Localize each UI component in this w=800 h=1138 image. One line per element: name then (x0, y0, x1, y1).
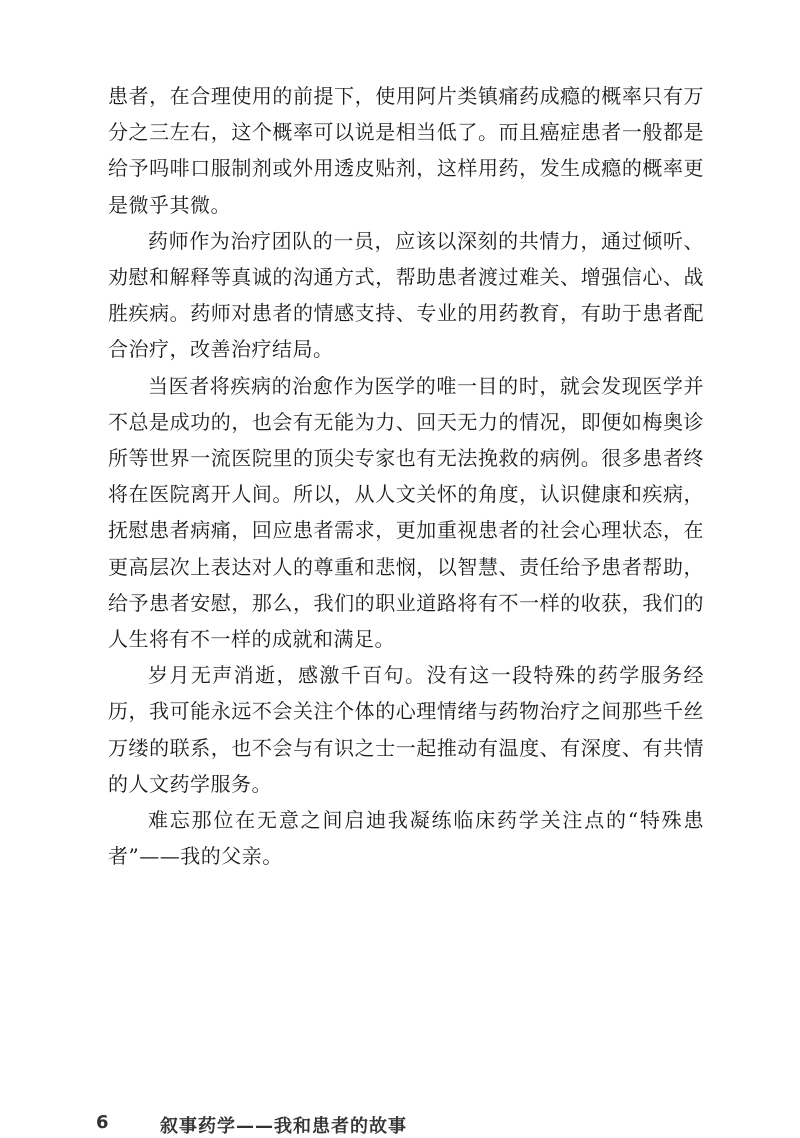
paragraph: 难忘那位在无意之间启迪我凝练临床药学关注点的“特殊患者”——我的父亲。 (108, 808, 704, 869)
paragraph: 当医者将疾病的治愈作为医学的唯一目的时，就会发现医学并不总是成功的，也会有无能为力、回天无力的情况，即便如梅奥诊所等世界一流医院里的顶尖专家也有无法挽救的病例。很多患者终将在医院离开人间。所以，从人文关怀的角度，认识健康和疾病，抚慰患者病痛，回应患者需求，更加重视患者的社会心理状态，在更高层次上表达对人的尊重和悲悯，以智慧、责任给予患者帮助，给予患者安慰，那么，我们的职业道路将有不一样的收获，我们的人生将有不一样的成就和满足。 (108, 373, 704, 652)
paragraph: 药师作为治疗团队的一员，应该以深刻的共情力，通过倾听、劝慰和解释等真诚的沟通方式，帮助患者渡过难关、增强信心、战胜疾病。药师对患者的情感支持、专业的用药教育，有助于患者配合治疗，改善治疗结局。 (108, 228, 704, 362)
page-number: 6 (96, 1112, 109, 1133)
body-text (108, 78, 704, 874)
running-head: 叙事药学——我和患者的故事 (160, 1116, 407, 1137)
paragraph: 岁月无声消逝，感激千百句。没有这一段特殊的药学服务经历，我可能永远不会关注个体的心理情绪与药物治疗之间那些千丝万缕的联系，也不会与有识之士一起推动有温度、有深度、有共情的人文药学服务。 (108, 663, 704, 796)
paragraph-continued: 患者，在合理使用的前提下，使用阿片类镇痛药成瘾的概率只有万分之三左右，这个概率可以说是相当低了。而且癌症患者一般都是给予吗啡口服制剂或外用透皮贴剂，这样用药，发生成瘾的概率更是微乎其微。 (108, 84, 704, 217)
